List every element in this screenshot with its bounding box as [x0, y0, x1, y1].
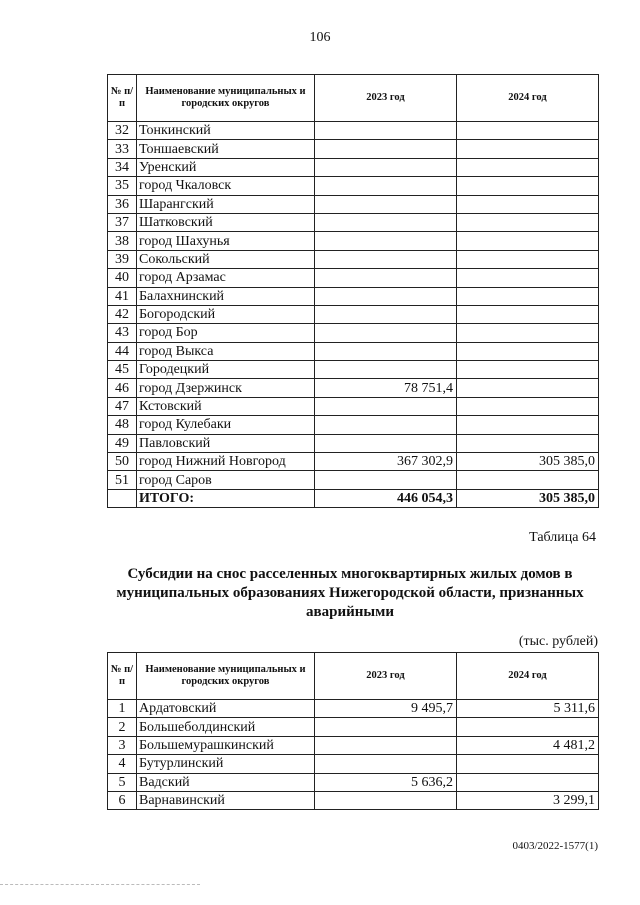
value-2023	[315, 122, 457, 140]
table-row	[108, 361, 599, 379]
table-row	[108, 213, 599, 231]
table-header-row	[108, 653, 599, 700]
municipality-name: город Выкса	[137, 342, 315, 360]
row-number: 36	[108, 195, 137, 213]
row-number: 33	[108, 140, 137, 158]
table-row	[108, 700, 599, 718]
value-2024	[457, 213, 599, 231]
municipality-name: Балахнинский	[137, 287, 315, 305]
table-row	[108, 416, 599, 434]
table-row	[108, 755, 599, 773]
total-2024: 305 385,0	[457, 489, 599, 507]
value-2024	[457, 232, 599, 250]
value-2023	[315, 361, 457, 379]
value-2024	[457, 140, 599, 158]
value-2023	[315, 397, 457, 415]
col-header-no: № п/п	[108, 75, 137, 122]
row-number: 43	[108, 324, 137, 342]
table-row	[108, 250, 599, 268]
table-row	[108, 453, 599, 471]
table-row	[108, 773, 599, 791]
value-2024	[457, 305, 599, 323]
value-2024	[457, 471, 599, 489]
value-2023	[315, 416, 457, 434]
value-2023	[315, 250, 457, 268]
row-number: 4	[108, 755, 137, 773]
table-row	[108, 736, 599, 754]
row-number: 40	[108, 269, 137, 287]
value-2024	[457, 122, 599, 140]
total-row	[108, 489, 599, 507]
value-2024	[457, 397, 599, 415]
value-2024	[457, 773, 599, 791]
document-code: 0403/2022-1577(1)	[512, 840, 598, 852]
row-number: 50	[108, 453, 137, 471]
table-header-row	[108, 75, 599, 122]
municipality-name: Варнавинский	[137, 791, 315, 809]
units-label: (тыс. рублей)	[518, 634, 598, 649]
table-label: Таблица 64	[529, 530, 596, 545]
row-number: 35	[108, 177, 137, 195]
table-row	[108, 269, 599, 287]
municipality-name: город Дзержинск	[137, 379, 315, 397]
row-number: 34	[108, 158, 137, 176]
page-number: 106	[309, 30, 331, 45]
row-number: 39	[108, 250, 137, 268]
value-2024	[457, 342, 599, 360]
row-number: 49	[108, 434, 137, 452]
value-2023	[315, 718, 457, 736]
value-2024	[457, 177, 599, 195]
value-2024: 5 311,6	[457, 700, 599, 718]
municipality-name: Большемурашкинский	[137, 736, 315, 754]
value-2024: 4 481,2	[457, 736, 599, 754]
municipality-name: Тонкинский	[137, 122, 315, 140]
value-2023	[315, 471, 457, 489]
row-number: 1	[108, 700, 137, 718]
municipality-name: Кстовский	[137, 397, 315, 415]
value-2024	[457, 269, 599, 287]
municipality-name: Уренский	[137, 158, 315, 176]
row-number: 47	[108, 397, 137, 415]
col-header-2024: 2024 год	[457, 653, 599, 700]
value-2024	[457, 361, 599, 379]
table-row	[108, 342, 599, 360]
row-number: 41	[108, 287, 137, 305]
value-2023	[315, 195, 457, 213]
value-2024	[457, 416, 599, 434]
table-row	[108, 122, 599, 140]
table-row	[108, 379, 599, 397]
value-2024	[457, 755, 599, 773]
municipality-name: Шарангский	[137, 195, 315, 213]
row-number: 37	[108, 213, 137, 231]
col-header-2024: 2024 год	[457, 75, 599, 122]
value-2023	[315, 324, 457, 342]
col-header-no: № п/п	[108, 653, 137, 700]
value-2024	[457, 195, 599, 213]
subsidy-table-continued	[107, 74, 599, 508]
value-2023: 367 302,9	[315, 453, 457, 471]
value-2023: 5 636,2	[315, 773, 457, 791]
scan-margin-line	[0, 884, 200, 885]
row-number: 32	[108, 122, 137, 140]
value-2023	[315, 434, 457, 452]
municipality-name: Тоншаевский	[137, 140, 315, 158]
value-2023	[315, 140, 457, 158]
value-2024	[457, 434, 599, 452]
value-2024: 3 299,1	[457, 791, 599, 809]
row-number: 44	[108, 342, 137, 360]
value-2023	[315, 755, 457, 773]
municipality-name: Бутурлинский	[137, 755, 315, 773]
row-number: 42	[108, 305, 137, 323]
total-no-cell	[108, 489, 137, 507]
value-2023	[315, 736, 457, 754]
demolition-subsidy-table	[107, 652, 599, 810]
municipality-name: Большеболдинский	[137, 718, 315, 736]
municipality-name: город Саров	[137, 471, 315, 489]
row-number: 6	[108, 791, 137, 809]
value-2024	[457, 324, 599, 342]
row-number: 2	[108, 718, 137, 736]
col-header-name: Наименование муниципальных и городских округов	[137, 75, 315, 122]
value-2023	[315, 269, 457, 287]
municipality-name: Ардатовский	[137, 700, 315, 718]
value-2024	[457, 379, 599, 397]
col-header-name: Наименование муниципальных и городских округов	[137, 653, 315, 700]
row-number: 45	[108, 361, 137, 379]
municipality-name: город Чкаловск	[137, 177, 315, 195]
value-2023	[315, 342, 457, 360]
table-row	[108, 791, 599, 809]
table-body	[108, 700, 599, 810]
table-row	[108, 140, 599, 158]
total-2023: 446 054,3	[315, 489, 457, 507]
municipality-name: город Бор	[137, 324, 315, 342]
value-2023	[315, 791, 457, 809]
table-row	[108, 718, 599, 736]
value-2023: 9 495,7	[315, 700, 457, 718]
row-number: 51	[108, 471, 137, 489]
municipality-name: город Нижний Новгород	[137, 453, 315, 471]
value-2023	[315, 305, 457, 323]
municipality-name: Шатковский	[137, 213, 315, 231]
municipality-name: Вадский	[137, 773, 315, 791]
value-2023	[315, 177, 457, 195]
col-header-2023: 2023 год	[315, 75, 457, 122]
table-row	[108, 397, 599, 415]
value-2023	[315, 158, 457, 176]
row-number: 3	[108, 736, 137, 754]
table-row	[108, 158, 599, 176]
value-2023	[315, 232, 457, 250]
municipality-name: Городецкий	[137, 361, 315, 379]
value-2024	[457, 287, 599, 305]
section-heading: Субсидии на снос расселенных многоквартирных жилых домов в муниципальных образованиях Нижегородской области, признанных аварийными	[116, 566, 584, 620]
municipality-name: Сокольский	[137, 250, 315, 268]
table-row	[108, 434, 599, 452]
value-2023	[315, 213, 457, 231]
row-number: 48	[108, 416, 137, 434]
municipality-name: Павловский	[137, 434, 315, 452]
value-2024	[457, 718, 599, 736]
value-2024	[457, 158, 599, 176]
col-header-2023: 2023 год	[315, 653, 457, 700]
municipality-name: город Кулебаки	[137, 416, 315, 434]
value-2023	[315, 287, 457, 305]
table-row	[108, 471, 599, 489]
municipality-name: город Шахунья	[137, 232, 315, 250]
municipality-name: Богородский	[137, 305, 315, 323]
table-row	[108, 324, 599, 342]
total-label: ИТОГО:	[137, 489, 315, 507]
value-2024	[457, 250, 599, 268]
table-row	[108, 287, 599, 305]
table-row	[108, 305, 599, 323]
row-number: 5	[108, 773, 137, 791]
value-2024: 305 385,0	[457, 453, 599, 471]
row-number: 46	[108, 379, 137, 397]
value-2023: 78 751,4	[315, 379, 457, 397]
table-body	[108, 122, 599, 490]
table-row	[108, 232, 599, 250]
municipality-name: город Арзамас	[137, 269, 315, 287]
row-number: 38	[108, 232, 137, 250]
table-row	[108, 195, 599, 213]
table-row	[108, 177, 599, 195]
